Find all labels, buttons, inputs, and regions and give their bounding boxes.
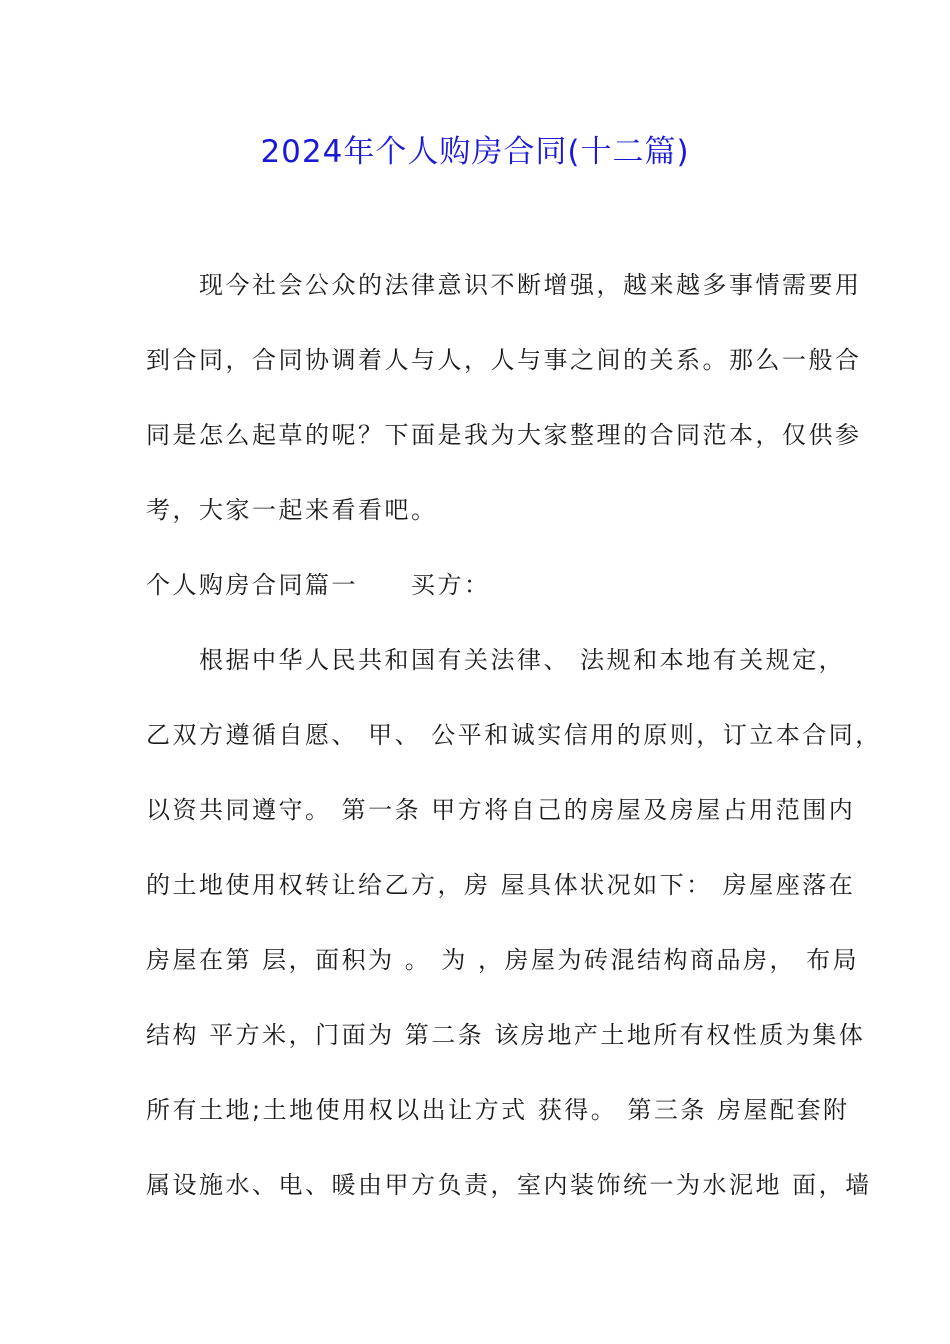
- body-line: 属设施水、电、暖由甲方负责，室内装饰统一为水泥地 面，墙: [146, 1171, 872, 1199]
- section-heading: 个人购房合同篇一 买方：: [146, 571, 491, 599]
- body-line: 所有土地;土地使用权以出让方式 获得。 第三条 房屋配套附: [146, 1096, 850, 1124]
- body-line: 根据中华人民共和国有关法律、 法规和本地有关规定，: [146, 646, 846, 674]
- body-line: 同是怎么起草的呢？下面是我为大家整理的合同范本，仅供参: [146, 421, 862, 449]
- body-line: 以资共同遵守。 第一条 甲方将自己的房屋及房屋占用范围内: [146, 796, 856, 824]
- body-line: 考，大家一起来看看吧。: [146, 496, 438, 524]
- body-line: 到合同，合同协调着人与人，人与事之间的关系。那么一般合: [146, 346, 862, 374]
- document-title: 2024年个人购房合同(十二篇): [260, 134, 690, 170]
- body-line: 房屋在第 层，面积为 。 为 ，房屋为砖混结构商品房， 布局: [146, 946, 860, 974]
- body-line: 乙双方遵循自愿、 甲、 公平和诚实信用的原则，订立本合同，: [146, 721, 882, 749]
- body-line: 现今社会公众的法律意识不断增强，越来越多事情需要用: [146, 271, 862, 299]
- body-line: 的土地使用权转让给乙方，房 屋具体状况如下： 房屋座落在: [146, 871, 856, 899]
- body-line: 结构 平方米，门面为 第二条 该房地产土地所有权性质为集体: [146, 1021, 866, 1049]
